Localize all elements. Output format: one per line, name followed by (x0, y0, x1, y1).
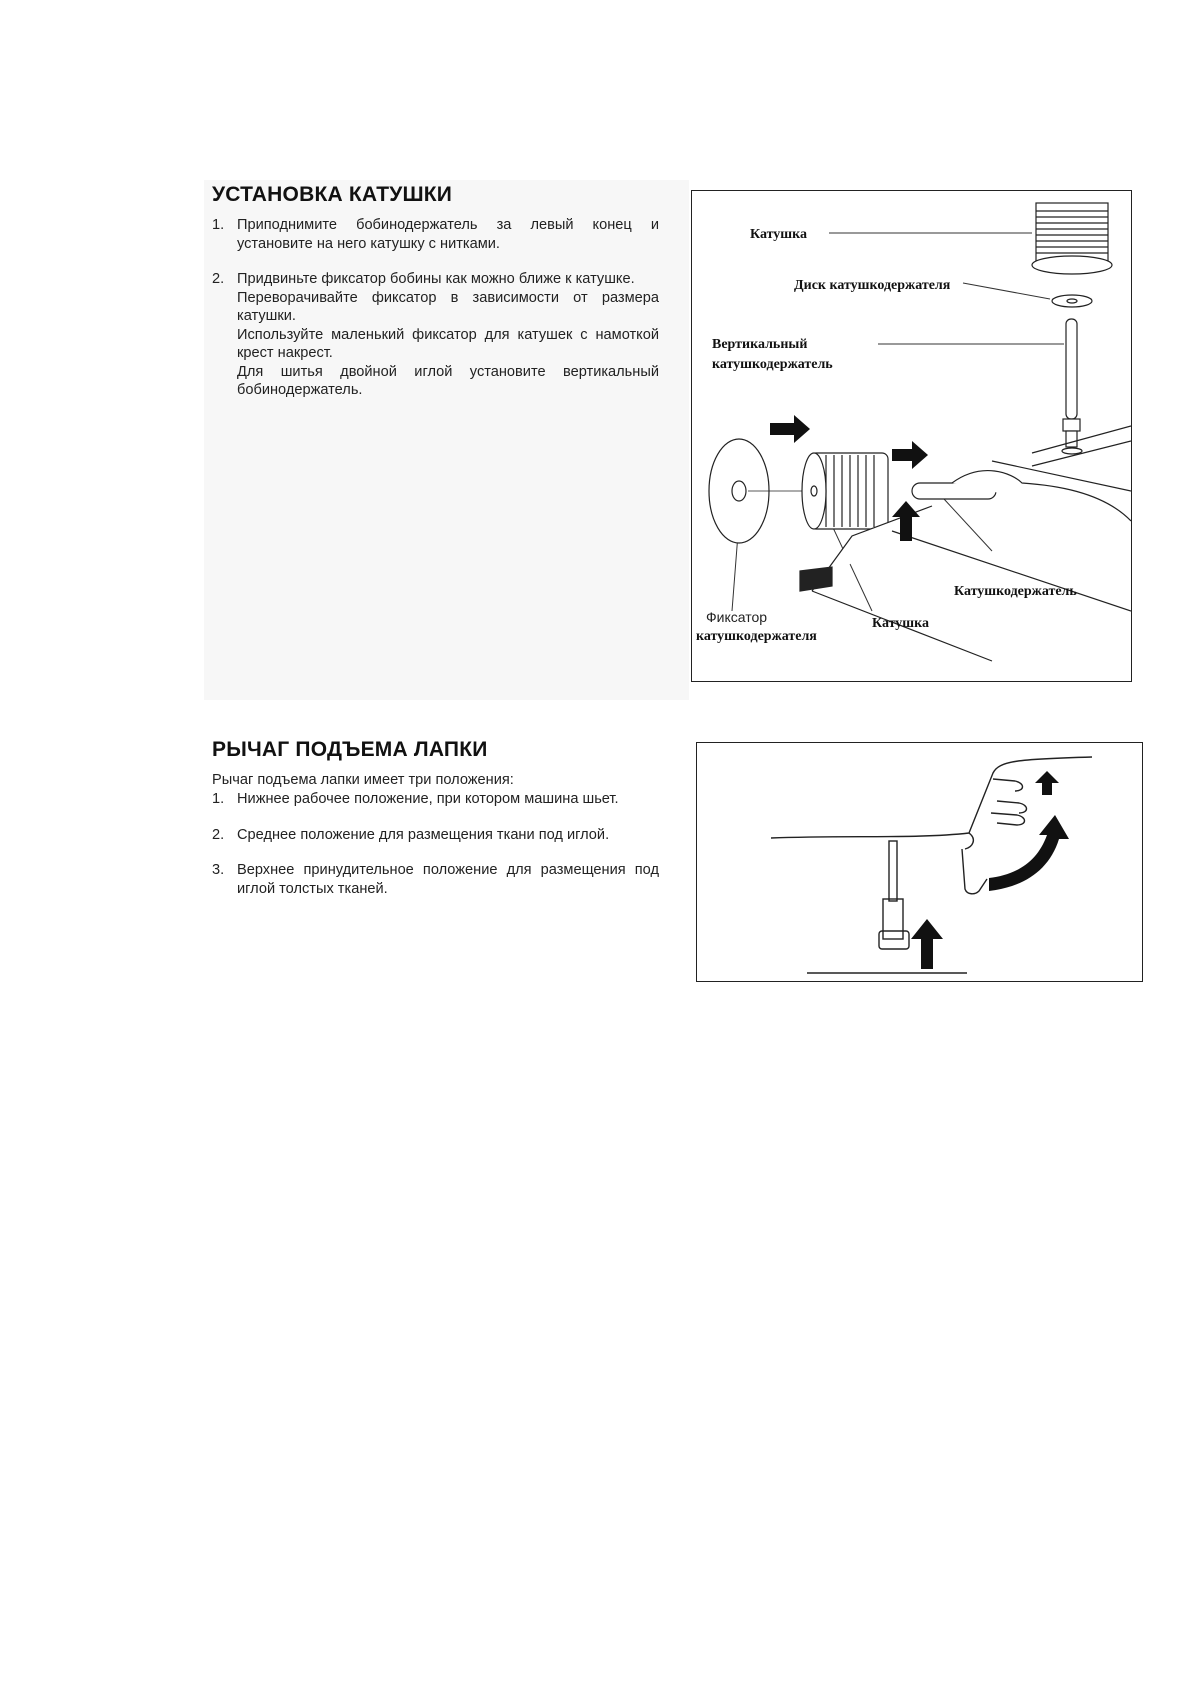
section-title-spool-installation: УСТАНОВКА КАТУШКИ (212, 183, 453, 206)
list-item (212, 216, 659, 253)
step-number: 1. (212, 791, 225, 807)
step-number: 2. (212, 271, 225, 287)
step-number: 3. (212, 862, 225, 878)
presser-lever-figure (696, 742, 1143, 982)
label-fixer-line2: катушкодержателя (696, 629, 817, 644)
step-text: Нижнее рабочее положение, при котором машина шьет. (237, 791, 619, 807)
presser-lever-steps-list (212, 790, 659, 915)
presser-lever-diagram (697, 743, 1142, 981)
spool-diagram (692, 191, 1131, 681)
list-item (212, 826, 659, 845)
label-spool-bottom: Катушка (872, 616, 929, 631)
lift-arrow-icons (911, 771, 1069, 969)
step-text: Переворачивайте фиксатор в зависимости от размера катушки. (237, 289, 659, 324)
step-text: Приподнимите бобинодержатель за левый конец и установите на него катушку с нитками. (237, 217, 659, 252)
step-text: Придвиньте фиксатор бобины как можно ближе к катушке. (237, 271, 635, 287)
label-fixer-line1: Фиксатор (706, 609, 768, 625)
list-item (212, 790, 659, 809)
section-title-presser-foot-lever: РЫЧАГ ПОДЪЕМА ЛАПКИ (212, 738, 488, 761)
label-spool-disc: Диск катушкодержателя (794, 278, 951, 293)
label-spool-top: Катушка (750, 227, 807, 242)
step-text: Верхнее принудительное положение для размещения под иглой толстых тканей. (237, 862, 659, 897)
list-item (212, 270, 659, 400)
spool-installation-figure (691, 190, 1132, 682)
label-spool-holder: Катушкодержатель (954, 584, 1077, 599)
step-number: 2. (212, 826, 225, 843)
presser-lever-intro: Рычаг подъема лапки имеет три положения: (212, 772, 514, 788)
label-vertical-holder-line1: Вертикальный (712, 337, 808, 352)
step-text: Для шитья двойной иглой установите вертикальный бобинодержатель. (237, 363, 659, 398)
list-item (212, 861, 659, 898)
step-text: Используйте маленький фиксатор для катушек с намоткой крест накрест. (237, 326, 659, 361)
vertical-spool-illustration (992, 203, 1131, 491)
spool-steps-list (212, 216, 659, 417)
step-text: Среднее положение для размещения ткани под иглой. (237, 826, 610, 843)
label-vertical-holder-line2: катушкодержатель (712, 357, 833, 372)
step-number: 1. (212, 217, 225, 233)
